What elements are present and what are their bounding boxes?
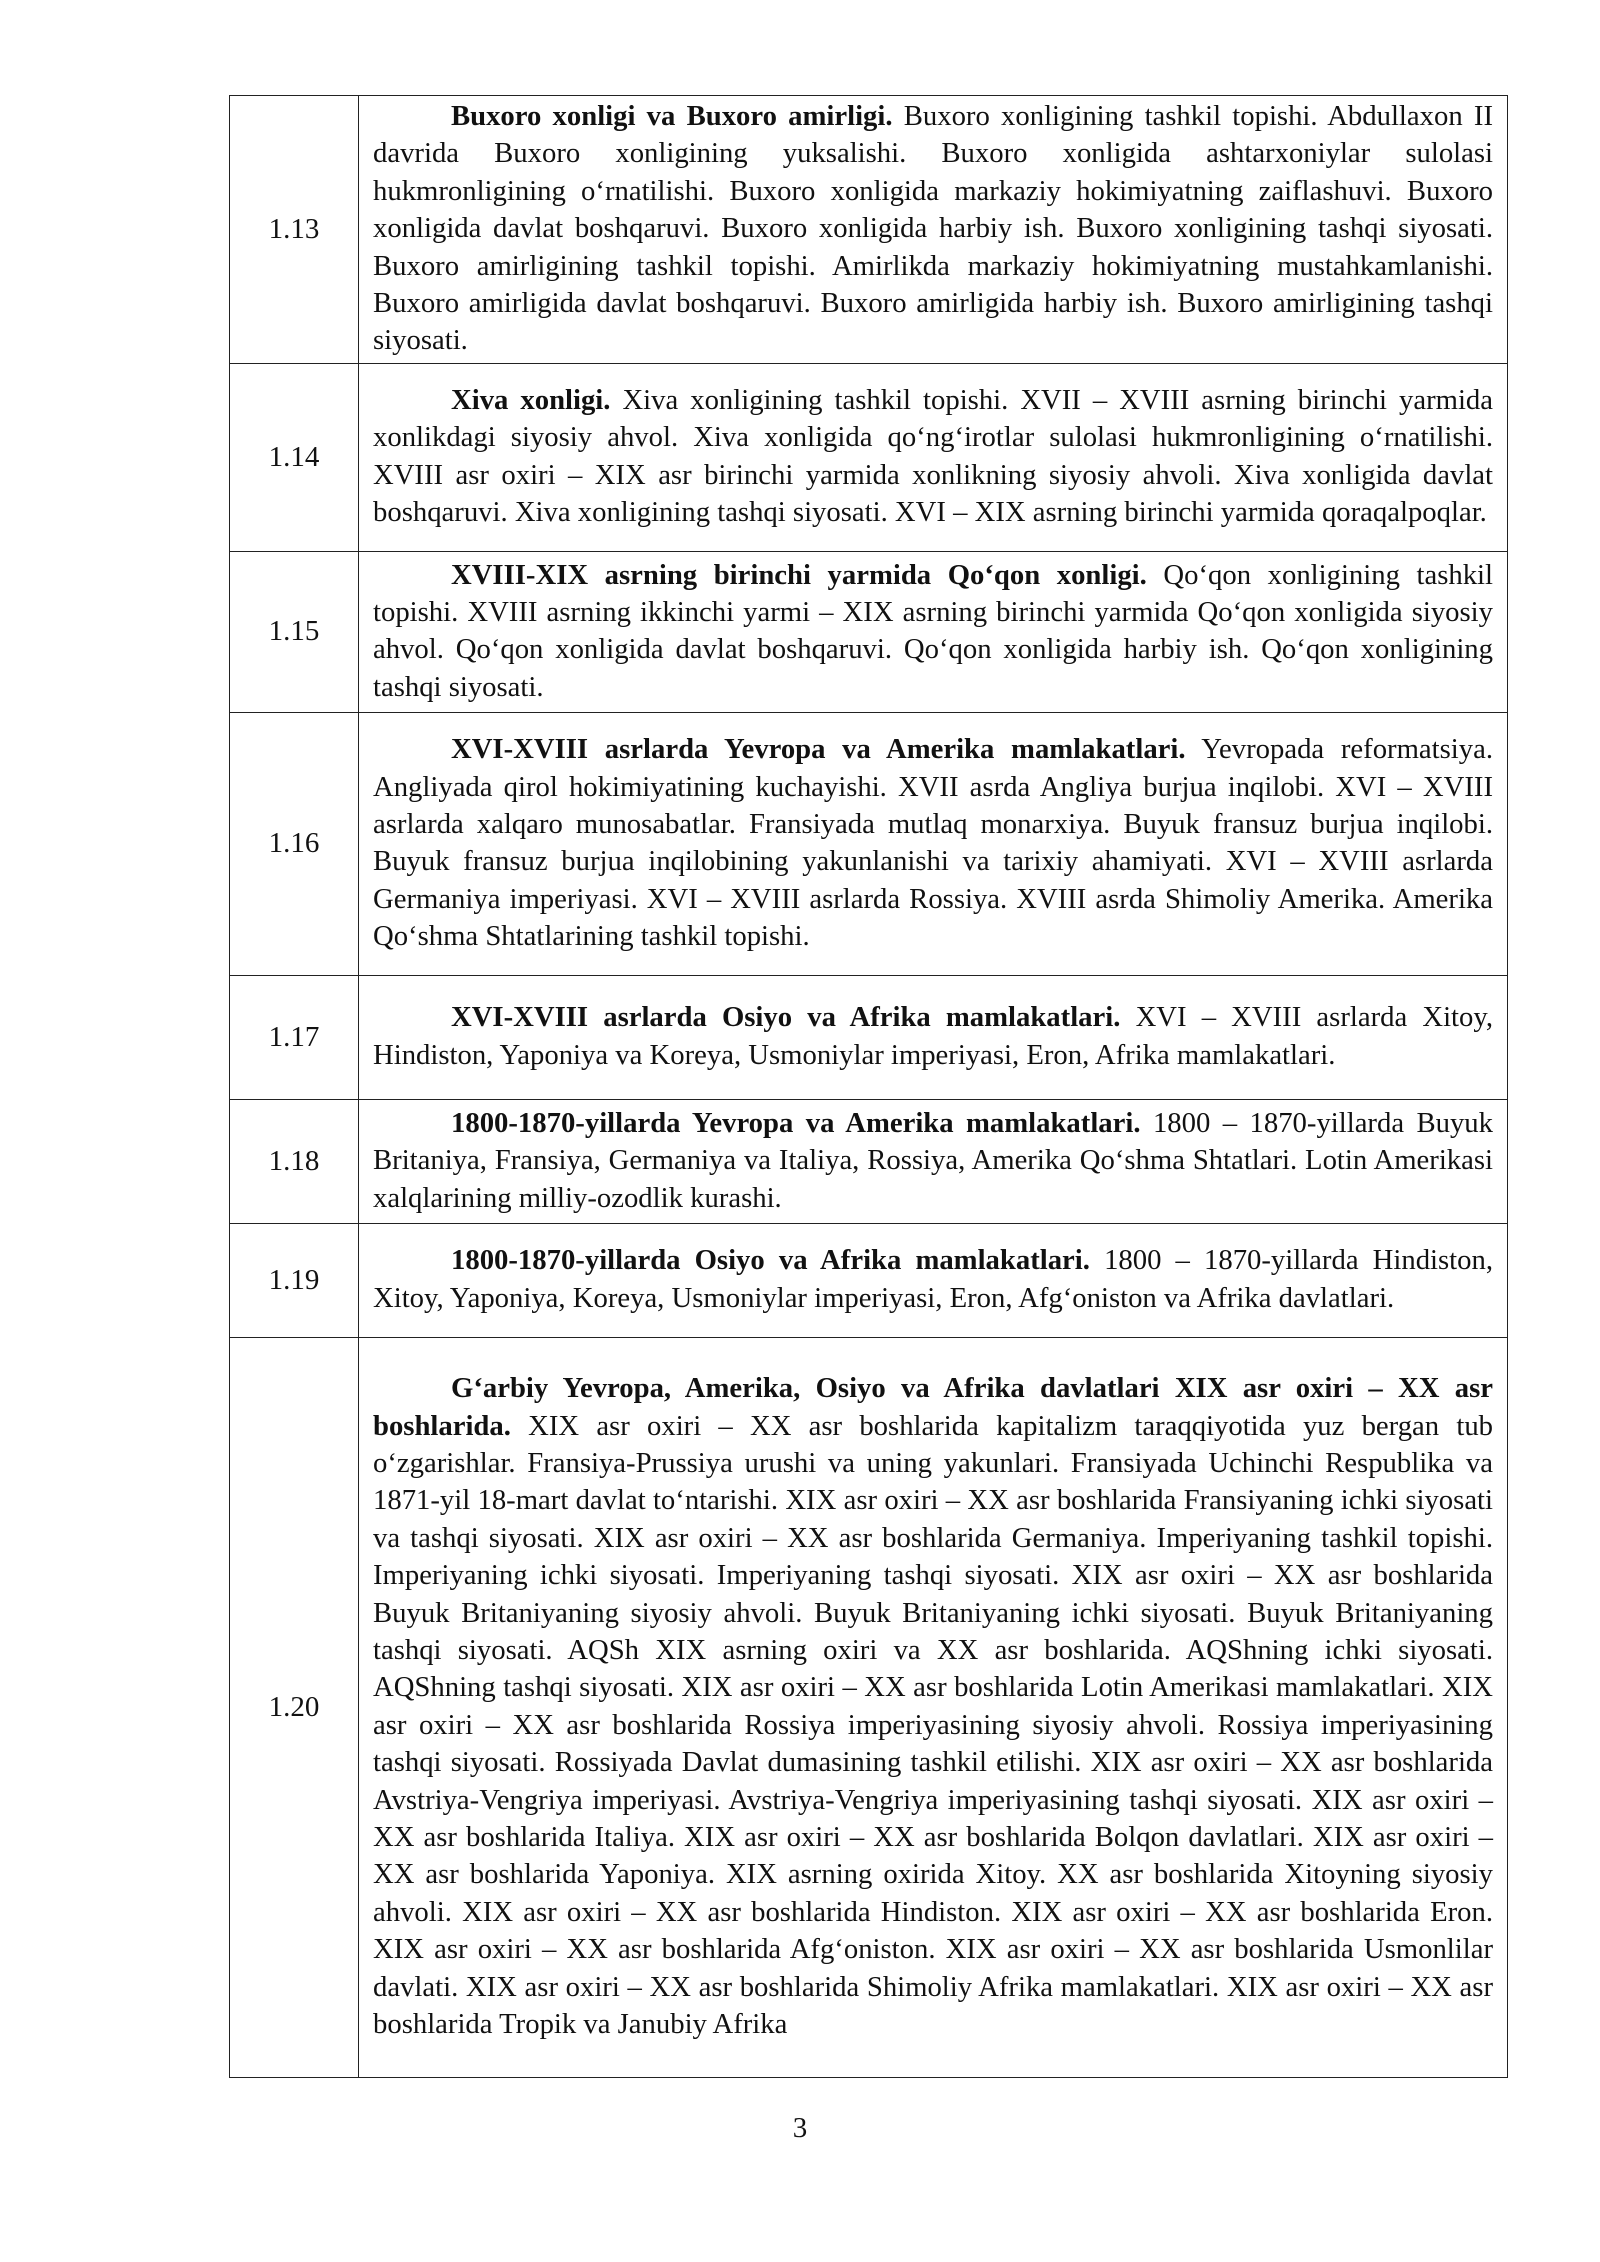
topic-description: Qoʻqon xonligining tashkil topishi. XVIII asrning ikkinchi yarmi – XIX asrning birinchi yarmida Qoʻqon xonligida siyosiy ahvol. Qoʻqon xonligida davlat boshqaruvi. Qoʻqon xonligida harbiy ish. Qoʻqon xonligining tashqi siyosati.	[373, 558, 1493, 703]
topic-content	[359, 975, 1508, 1099]
topic-title: Xiva xonligi.	[451, 384, 611, 417]
topic-description: Xiva xonligining tashkil topishi. XVII – XVIII asrning birinchi yarmida xonlikdagi siyosiy ahvol. Xiva xonligida qoʻngʻirotlar sulolasi hukmronligining oʻrnatilishi. XVIII asr oxiri – XIX asr birinchi yarmida xonlikning siyosiy ahvoli. Xiva xonligida davlat boshqaruvi. Xiva xonligining tashqi siyosati. XVI – XIX asrning birinchi yarmida qoraqalpoqlar.	[373, 384, 1493, 529]
topic-number: 1.18	[230, 1099, 359, 1223]
topic-number: 1.17	[230, 975, 359, 1099]
topic-description: Buxoro xonligining tashkil topishi. Abdullaxon II davrida Buxoro xonligining yuksalishi. Buxoro xonligida ashtarxoniylar sulolasi hukmronligining oʻrnatilishi. Buxoro xonligida markaziy hokimiyatning zaiflashuvi. Buxoro xonligida davlat boshqaruvi. Buxoro xonligida harbiy ish. Buxoro xonligining tashqi siyosati. Buxoro amirligining tashkil topishi. Amirlikda markaziy hokimiyatning mustahkamlanishi. Buxoro amirligida davlat boshqaruvi. Buxoro amirligida harbiy ish. Buxoro amirligining tashqi siyosati.	[373, 100, 1493, 357]
topic-title: 1800-1870-yillarda Osiyo va Afrika mamlakatlari.	[451, 1244, 1090, 1277]
topic-content	[359, 1223, 1508, 1337]
topic-description: XIX asr oxiri – XX asr boshlarida kapitalizm taraqqiyotida yuz bergan tub oʻzgarishlar. Fransiya-Prussiya urushi va uning yakunlari. Fransiyada Uchinchi Respublika va 1871-yil 18-mart davlat toʻntarishi. XIX asr oxiri – XX asr boshlarida Fransiyaning ichki siyosati va tashqi siyosati. XIX asr oxiri – XX asr boshlarida Germaniya. Imperiyaning tashkil topishi. Imperiyaning ichki siyosati. Imperiyaning tashqi siyosati. XIX asr oxiri – XX asr boshlarida Buyuk Britaniyaning siyosiy ahvoli. Buyuk Britaniyaning ichki siyosati. Buyuk Britaniyaning tashqi siyosati. AQSh XIX asrning oxiri va XX asr boshlarida. AQShning ichki siyosati. AQShning tashqi siyosati. XIX asr oxiri – XX asr boshlarida Lotin Amerikasi mamlakatlari. XIX asr oxiri – XX asr boshlarida Rossiya imperiyasining siyosiy ahvoli. Rossiya imperiyasining tashqi siyosati. Rossiyada Davlat dumasining tashkil etilishi. XIX asr oxiri – XX asr boshlarida Avstriya-Vengriya imperiyasi. Avstriya-Vengriya imperiyasining tashqi siyosati. XIX asr oxiri – XX asr boshlarida Italiya. XIX asr oxiri – XX asr boshlarida Bolqon davlatlari. XIX asr oxiri – XX asr boshlarida Yaponiya. XIX asrning oxirida Xitoy. XX asr boshlarida Xitoyning siyosiy ahvoli. XIX asr oxiri – XX asr boshlarida Hindiston. XIX asr oxiri – XX asr boshlarida Eron. XIX asr oxiri – XX asr boshlarida Afgʻoniston. XIX asr oxiri – XX asr boshlarida Usmonlilar davlati. XIX asr oxiri – XX asr boshlarida Shimoliy Afrika mamlakatlari. XIX asr oxiri – XX asr boshlarida Tropik va Janubiy Afrika	[373, 1409, 1494, 2041]
topic-content	[359, 1337, 1508, 2077]
topic-title: XVIII-XIX asrning birinchi yarmida Qoʻqon xonligi.	[451, 558, 1147, 591]
topic-number: 1.15	[230, 551, 359, 712]
table-row	[230, 363, 1508, 551]
table-row	[230, 975, 1508, 1099]
topic-content	[359, 1099, 1508, 1223]
topic-description: XVI – XVIII asrlarda Xitoy, Hindiston, Yaponiya va Koreya, Usmoniylar imperiyasi, Eron, Afrika mamlakatlari.	[373, 1001, 1494, 1071]
syllabus-table	[229, 95, 1508, 2078]
topic-description: Yevropada reformatsiya. Angliyada qirol hokimiyatining kuchayishi. XVII asrda Angliya burjua inqilobi. XVI – XVIII asrlarda xalqaro munosabatlar. Fransiyada mutlaq monarxiya. Buyuk fransuz burjua inqilobi. Buyuk fransuz burjua inqilobining yakunlanishi va tarixiy ahamiyati. XVI – XVIII asrlarda Germaniya imperiyasi. XVI – XVIII asrlarda Rossiya. XVIII asrda Shimoliy Amerika. Amerika Qoʻshma Shtatlarining tashkil topishi.	[373, 733, 1494, 953]
topic-number: 1.19	[230, 1223, 359, 1337]
table-row	[230, 96, 1508, 364]
topic-number: 1.13	[230, 96, 359, 364]
topic-title: 1800-1870-yillarda Yevropa va Amerika mamlakatlari.	[451, 1106, 1141, 1139]
topic-number: 1.14	[230, 363, 359, 551]
topic-title: Buxoro xonligi va Buxoro amirligi.	[451, 100, 893, 132]
topic-content	[359, 363, 1508, 551]
table-row	[230, 712, 1508, 975]
table-row	[230, 1223, 1508, 1337]
topic-content	[359, 96, 1508, 364]
topic-content	[359, 712, 1508, 975]
topic-content	[359, 551, 1508, 712]
topic-title: XVI-XVIII asrlarda Osiyo va Afrika mamlakatlari.	[451, 1001, 1121, 1034]
topic-title: XVI-XVIII asrlarda Yevropa va Amerika mamlakatlari.	[451, 733, 1186, 766]
topic-description: 1800 – 1870-yillarda Hindiston, Xitoy, Yaponiya, Koreya, Usmoniylar imperiyasi, Eron, Afgʻoniston va Afrika davlatlari.	[373, 1244, 1493, 1314]
topic-number: 1.16	[230, 712, 359, 975]
topic-description: 1800 – 1870-yillarda Buyuk Britaniya, Fransiya, Germaniya va Italiya, Rossiya, Amerika Qoʻshma Shtatlari. Lotin Amerikasi xalqlarining milliy-ozodlik kurashi.	[373, 1106, 1493, 1214]
table-row	[230, 1337, 1508, 2077]
table-row	[230, 551, 1508, 712]
page-number: 3	[792, 2112, 808, 2144]
topic-title: Gʻarbiy Yevropa, Amerika, Osiyo va Afrika davlatlari XIX asr oxiri – XX asr boshlarida.	[373, 1372, 1493, 1442]
topic-number: 1.20	[230, 1337, 359, 2077]
table-row	[230, 1099, 1508, 1223]
